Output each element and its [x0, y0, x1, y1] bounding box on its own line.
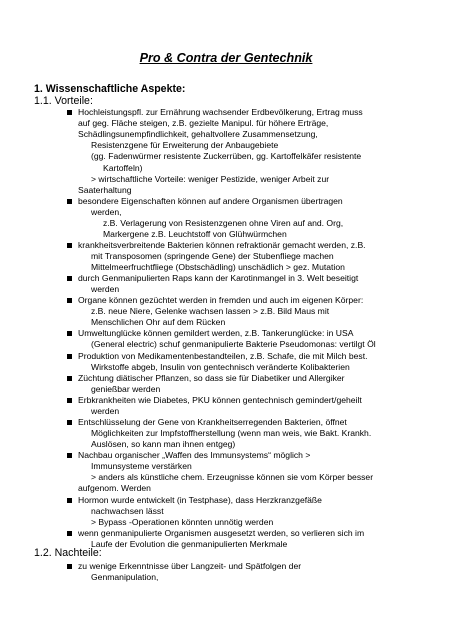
bullet-icon	[67, 531, 72, 536]
vorteile-item-line: > Bypass -Operationen könnten unnötig werden	[91, 517, 274, 528]
vorteile-item-line: > wirtschaftliche Vorteile: weniger Pestizide, weniger Arbeit zur	[91, 173, 330, 184]
vorteile-item-line: Umweltunglücke können gemildert werden, z.B. Tankerunglücke: in USA	[78, 328, 354, 338]
bullet-icon	[67, 331, 72, 336]
vorteile-item-line: z.B. neue Niere, Gelenke wachsen lassen > z.B. Bild Maus mit	[91, 306, 330, 317]
bullet-icon	[67, 498, 72, 503]
vorteile-item-line: Züchtung diätischer Pflanzen, so dass sie für Diabetiker und Allergiker	[78, 373, 345, 383]
bullet-icon	[67, 564, 72, 569]
vorteile-item-line: Organe können gezüchtet werden in fremden und auch im eigenen Körper:	[78, 295, 364, 305]
vorteile-item-line: besondere Eigenschaften können auf andere Organismen übertragen	[78, 196, 343, 206]
vorteile-item-line: auf geg. Fläche steigen, z.B. gezielte Manipul. für höhere Erträge,	[78, 118, 329, 129]
vorteile-item-line: Auslösen, so kann man ihnen entgeg)	[91, 439, 236, 450]
vorteile-item-line: durch Genmanipulierten Raps kann der Karotinmangel in 3. Welt beseitigt	[78, 273, 359, 283]
vorteile-item-line: (General electric) schuf genmanipulierte Bakterie Pseudomonas: vertilgt Öl	[91, 339, 376, 350]
bullet-icon	[67, 354, 72, 359]
bullet-icon	[67, 298, 72, 303]
vorteile-item-line: Hochleistungspfl. zur Ernährung wachsender Erdbevölkerung, Ertrag muss	[78, 107, 363, 117]
vorteile-item-line: Wirkstoffe abgeb, Insulin von gentechnisch veränderte Kolibakterien	[91, 362, 350, 373]
vorteile-item-line: Markergene z.B. Leuchtstoff von Glühwürmchen	[103, 229, 287, 240]
subsection-heading-nachteile: 1.2. Nachteile:	[34, 547, 102, 559]
bullet-icon	[67, 276, 72, 281]
bullet-icon	[67, 199, 72, 204]
vorteile-item-line: Hormon wurde entwickelt (in Testphase), dass Herzkranzgefäße	[78, 495, 322, 505]
bullet-icon	[67, 453, 72, 458]
vorteile-item-line: werden,	[91, 207, 122, 218]
vorteile-item-line: (gg. Fadenwürmer resistente Zuckerrüben, gg. Kartoffelkäfer resistente	[91, 151, 362, 162]
vorteile-item-line: Entschlüsselung der Gene von Krankheitserregenden Bakterien, öffnet	[78, 417, 347, 427]
bullet-icon	[67, 398, 72, 403]
vorteile-item-line: Nachbau organischer „Waffen des Immunsystems“ möglich >	[78, 450, 311, 460]
vorteile-item-line: Saaterhaltung	[78, 184, 132, 195]
document-title: Pro & Contra der Gentechnik	[139, 51, 313, 65]
vorteile-item-line: Menschlichen Ohr auf dem Rücken	[91, 317, 226, 328]
vorteile-item-line: wenn genmanipulierte Organismen ausgesetzt werden, so verlieren sich im	[78, 528, 365, 538]
vorteile-item-line: krankheitsverbreitende Bakterien können refraktionär gemacht werden, z.B.	[78, 240, 366, 250]
vorteile-item-line: nachwachsen lässt	[91, 506, 164, 517]
vorteile-item-line: werden	[91, 284, 120, 295]
vorteile-item-line: Laufe der Evolution die genmanipulierten Merkmale	[91, 539, 288, 550]
vorteile-item-line: Kartoffeln)	[103, 162, 143, 173]
nachteile-item-line: Genmanipulation,	[91, 572, 159, 583]
bullet-icon	[67, 110, 72, 115]
section-heading: 1. Wissenschaftliche Aspekte:	[34, 83, 186, 95]
vorteile-item-line: > anders als künstliche chem. Erzeugnisse können sie vom Körper besser	[91, 472, 374, 483]
subsection-heading-vorteile: 1.1. Vorteile:	[34, 95, 93, 107]
vorteile-item-line: Möglichkeiten zur Impfstoffherstellung (wenn man weis, wie Bakt. Krankh.	[91, 428, 372, 439]
vorteile-item-line: z.B. Verlagerung von Resistenzgenen ohne Viren auf and. Org,	[103, 218, 344, 229]
vorteile-item-line: Resistenzgene für Erweiterung der Anbaugebiete	[91, 140, 279, 151]
bullet-icon	[67, 243, 72, 248]
vorteile-item-line: Produktion von Medikamentenbestandteilen, z.B. Schafe, die mit Milch best.	[78, 351, 368, 361]
vorteile-item-line: werden	[91, 406, 120, 417]
nachteile-item-line: zu wenige Erkenntnisse über Langzeit- und Spätfolgen der	[78, 561, 302, 571]
bullet-icon	[67, 420, 72, 425]
vorteile-item-line: genießbar werden	[91, 384, 161, 395]
vorteile-item-line: Schädlingsunempfindlichkeit, gehaltvollere Zusammensetzung,	[78, 129, 318, 140]
vorteile-item-line: Erbkrankheiten wie Diabetes, PKU können gentechnisch gemindert/geheilt	[78, 395, 362, 405]
vorteile-item-line: Immunsysteme verstärken	[91, 461, 192, 472]
vorteile-item-line: aufgenom. Werden	[78, 483, 151, 494]
bullet-icon	[67, 376, 72, 381]
vorteile-item-line: Mittelmeerfruchtfliege (Obstschädling) unschädlich > gez. Mutation	[91, 262, 345, 273]
vorteile-item-line: mit Transposomen (springende Gene) der Stubenfliege machen	[91, 251, 334, 262]
